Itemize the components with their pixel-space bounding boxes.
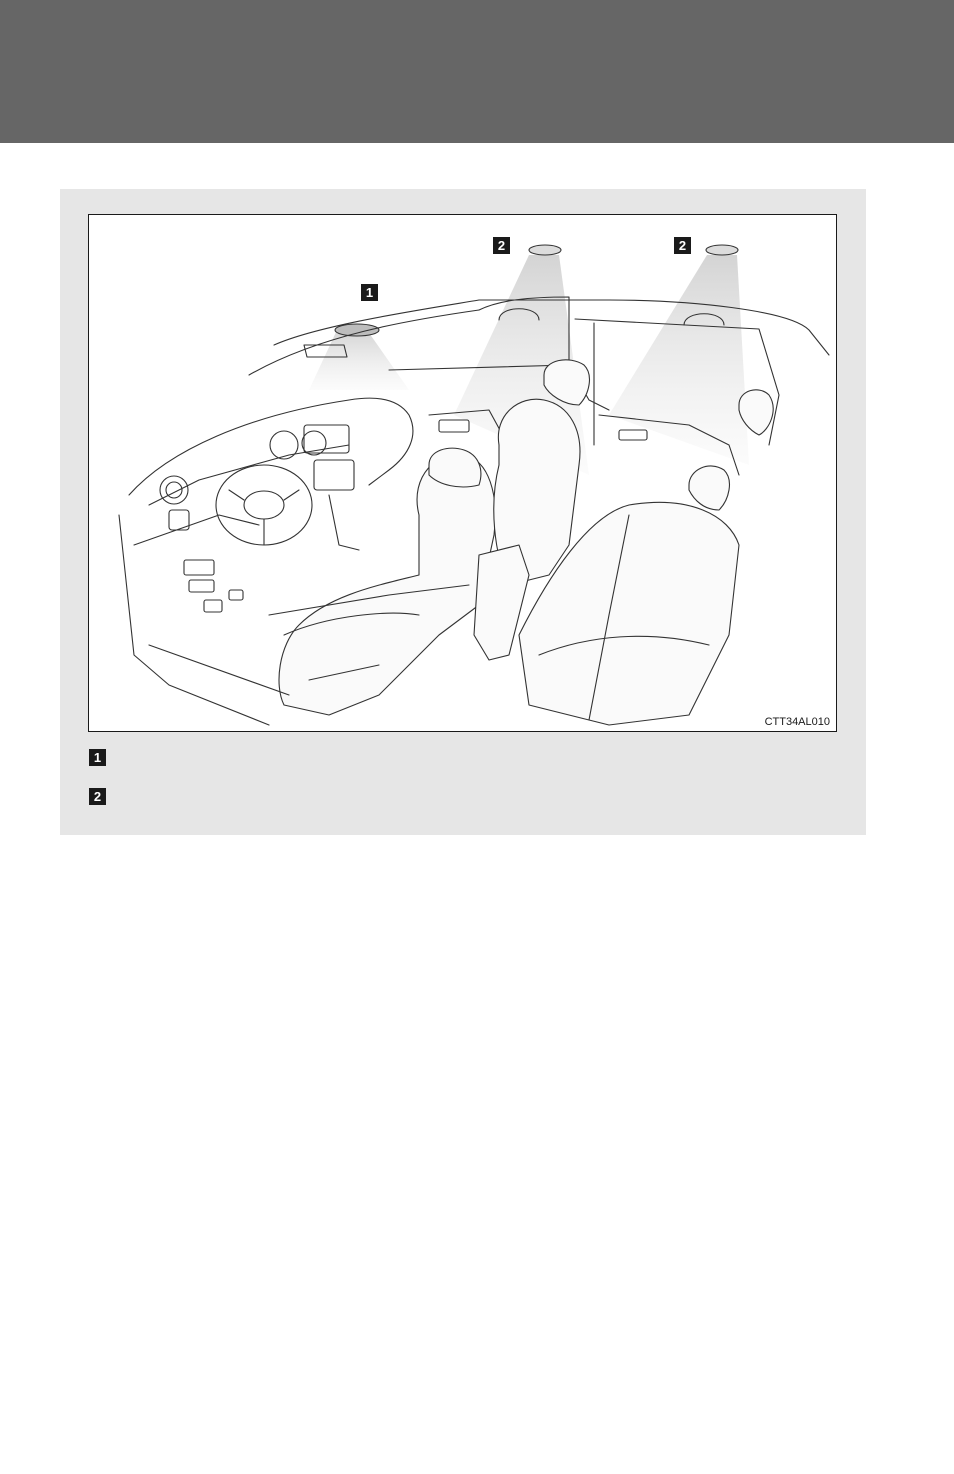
car-interior-drawing xyxy=(89,215,837,732)
callout-1-front: 1 xyxy=(361,284,378,301)
light-beam-rear xyxy=(609,255,749,465)
car-interior-illustration xyxy=(88,214,837,732)
legend-badge-1: 1 xyxy=(89,749,106,766)
header-band xyxy=(0,0,954,143)
light-beam-front xyxy=(309,330,409,390)
figure-code: CTT34AL010 xyxy=(764,716,830,728)
callout-2-rear: 2 xyxy=(674,237,691,254)
callout-2-middle: 2 xyxy=(493,237,510,254)
legend-badge-2: 2 xyxy=(89,788,106,805)
